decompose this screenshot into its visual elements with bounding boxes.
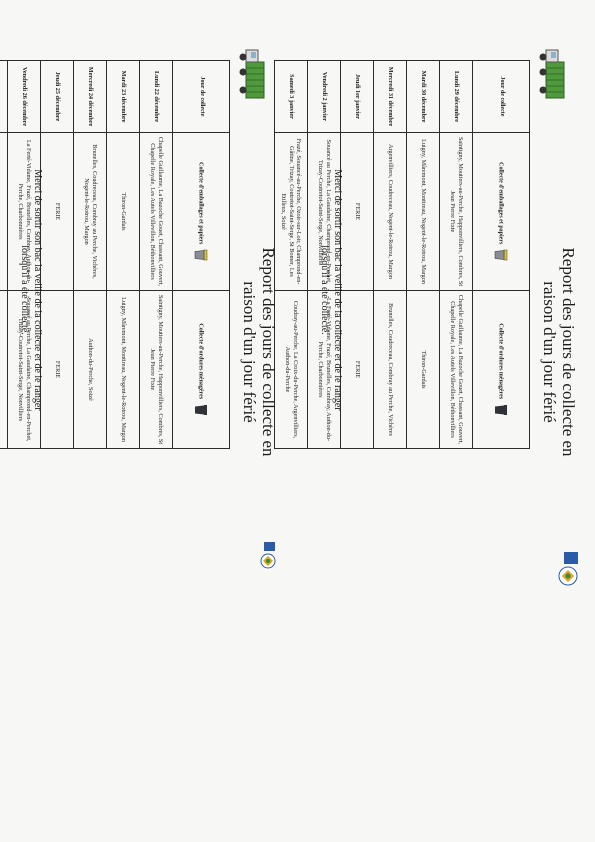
row-recycling: Souancé au Perche, La Gaudaine, Champrond-en-Perchet, Trizay-Coutretot-Saint-Serge, Nonvilliers [308,133,341,291]
footer-line-2: lorsqu'il a été collecté. [319,245,330,335]
truck-icon [538,48,568,104]
collection-sheet-top [280,0,582,842]
table-row [74,61,107,449]
sheet-title [240,112,278,592]
community-logo [542,548,582,588]
footer-line-2: lorsqu'il a été collecté. [19,245,30,335]
row-day: Mardi 23 décembre [107,61,140,133]
row-day: Lundi 22 décembre [140,61,173,133]
row-household: Saintigny, Moutiers-au-Perche, Happonvilliers, Combres, St Jean Pierre Fixte [140,291,173,449]
row-day: Samedi 3 janvier [275,61,308,133]
collection-table [274,60,530,449]
row-day: Vendredi 2 janvier [308,61,341,133]
row-recycling: Brunelles, Coudreceau, Combray au Perche, Vichères, Nogent-le-Rotrou, Margon [74,133,107,291]
footer-note [318,50,344,530]
row-day: Mercredi 24 décembre [74,61,107,133]
title-line-2: raison d'un jour férié [540,281,559,423]
row-household: Chapelle Guillaume, La Bazoche Gouet, Chassant, Gouvert, Chapelle Royale, Les Autels Villevillon, Béthonvilliers [440,291,473,449]
row-day: Jeudi 1er janvier [341,61,374,133]
row-recycling: FERIE [341,133,374,291]
row-recycling: Frazé, Souancé-au-Perche, Ozoir-sur-Loir, Champrond-en-Gâtine, Trizay, Coutretot-Saint-Serge, St Bomer, Les Etilleux, Soizé [275,133,308,291]
table-row [407,61,440,449]
table-row [374,61,407,449]
row-household: Authon-du-Perche, Soizé [74,291,107,449]
title-line-2: raison d'un jour férié [240,281,259,423]
row-household: Souancé au Perche, La Gaudaine, Champrond-en-Perchet, Trizay-Coutretot-Saint-Serge, Nonvilliers [8,291,41,449]
row-day: Lundi 29 décembre [440,61,473,133]
title-line-1: Report des jours de collecte en [559,247,578,457]
header-household [473,291,530,449]
table-header-row [473,61,530,449]
title-line-1: Report des jours de collecte en [259,247,278,457]
row-day: Vendredi 26 décembre [8,61,41,133]
row-household: FERIE [41,291,74,449]
header-household-label: Collecte d'ordures ménagères [197,323,204,400]
table-row [140,61,173,449]
row-recycling [0,133,8,291]
sheet-title [540,112,578,592]
footer-line-1: Merci de sortir son bac la veille de la collecte et de le ranger [332,169,343,411]
footer-line-1: Merci de sortir son bac la veille de la collecte et de le ranger [32,169,43,411]
row-day: Mardi 30 décembre [407,61,440,133]
community-logo [248,540,278,570]
yellow-bin-icon [194,249,208,261]
header-recycling-label: Collecte d'emballages et papiers [497,162,504,245]
table-row [41,61,74,449]
row-recycling: Thiron-Gardais [107,133,140,291]
table-row [440,61,473,449]
row-household: La Ferté-Vidame, Frazé, Brunelles, Combray, Authon-du-Perche, Charbonnières [308,291,341,449]
header-recycling [473,133,530,291]
row-recycling: Saintigny, Moutiers-au-Perche, Happonvilliers, Combres, St Jean Pierre Fixte [440,133,473,291]
row-household: Coudray-au-Perche, La Croix-du-Perche, Argenvilliers, Authon-du-Perche [275,291,308,449]
header-day: Jour de collecte [173,61,230,133]
header-recycling [173,133,230,291]
row-recycling: Chapelle Guillaume, La Bazoche Gouet, Chassant, Gouvert, Chapelle Royale, Les Autels Villevillon, Béthonvilliers [140,133,173,291]
header-day: Jour de collecte [473,61,530,133]
black-bin-icon [194,404,208,416]
row-household: Thiron-Gardais [407,291,440,449]
footer-note [18,50,44,530]
header-household [173,291,230,449]
table-header-row [173,61,230,449]
row-household: Luigny, Mâremont, Montireau, Nogent-le-Rotrou, Margon [107,291,140,449]
row-recycling: Argenvilliers, Coudreceau, Nogent-le-Rotrou, Margon [374,133,407,291]
row-household: FERIE [341,291,374,449]
table-row [0,61,8,449]
row-household: Brunelles, Coudreceau, Combray au Perche, Vichères [374,291,407,449]
row-day [0,61,8,133]
row-recycling: Luigny, Mâremont, Montireau, Nogent-le-Rotrou, Margon [407,133,440,291]
row-recycling: FERIE [41,133,74,291]
table-row [107,61,140,449]
table-row [341,61,374,449]
yellow-bin-icon [494,249,508,261]
row-household [0,291,8,449]
collection-sheet-bottom [0,0,282,842]
row-day: Mercredi 31 décembre [374,61,407,133]
black-bin-icon [494,404,508,416]
truck-icon [238,48,268,104]
row-recycling: La Ferté-Vidame, Frazé, Brunelles, Combray, Authon-du-Perche, Charbonnières [8,133,41,291]
header-household-label: Collecte d'ordures ménagères [497,323,504,400]
row-day: Jeudi 25 décembre [41,61,74,133]
header-recycling-label: Collecte d'emballages et papiers [197,162,204,245]
